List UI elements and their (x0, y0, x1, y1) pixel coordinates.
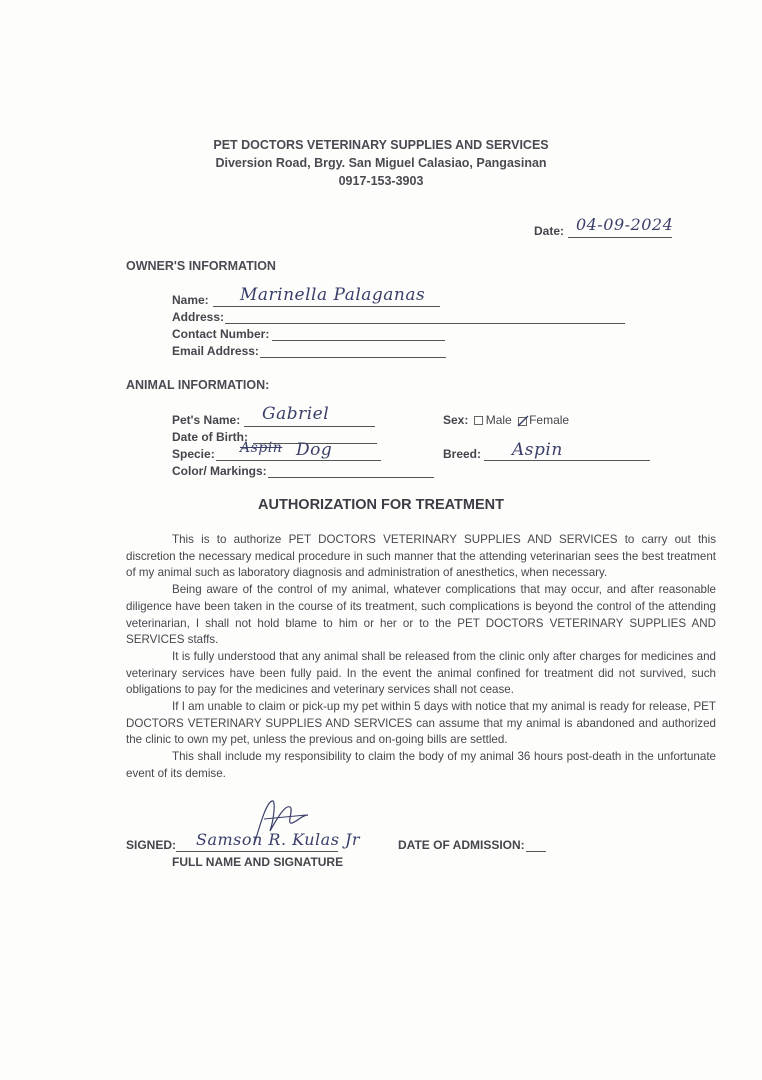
breed-value: Aspin (512, 440, 563, 460)
owner-email-label: Email Address: (172, 344, 259, 358)
owner-name-value: Marinella Palaganas (240, 285, 426, 305)
specie-label: Specie: (172, 447, 215, 461)
clinic-header (0, 136, 762, 190)
check-mark-icon (517, 415, 529, 427)
authorization-title: AUTHORIZATION FOR TREATMENT (258, 497, 504, 513)
animal-section-title: ANIMAL INFORMATION: (126, 378, 270, 392)
pet-name-value: Gabriel (262, 404, 330, 424)
date-label: Date: (534, 224, 565, 238)
admission-date-label: DATE OF ADMISSION: (398, 838, 525, 852)
authorization-body (126, 532, 716, 783)
clinic-address: Diversion Road, Brgy. San Miguel Calasiao, Pangasinan (215, 156, 547, 170)
male-option: Male (485, 413, 512, 427)
specie-line (216, 460, 381, 461)
owner-address-label: Address: (172, 310, 225, 324)
breed-label: Breed: (443, 447, 482, 461)
signed-value: Samson R. Kulas Jr (196, 830, 361, 849)
specie-struck-value: Aspin (240, 440, 283, 456)
clinic-phone: 0917-153-3903 (338, 174, 424, 188)
owner-email-line (260, 357, 446, 358)
color-markings-label: Color/ Markings: (172, 464, 267, 478)
authorization-paragraph-5: This shall include my responsibility to claim the body of my animal 36 hours post-death in the unfortunate event of its demise. (126, 750, 716, 780)
authorization-paragraph-3: It is fully understood that any animal shall be released from the clinic only after charges for medicines and veterinary services have been fully paid. In the event the animal confined for treatment did not survived, such obligations to pay for the medicines and veterinary services shall not cease. (126, 649, 716, 697)
owner-address-line (225, 323, 625, 324)
owner-contact-line (272, 340, 445, 341)
signed-label: SIGNED: (126, 838, 177, 852)
owner-name-line (213, 306, 440, 307)
date-line (568, 237, 672, 238)
authorization-paragraph-2: Being aware of the control of my animal, whatever complications that may occur, and after reasonable diligence have been taken in the course of its treatment, such complications is beyond the control of the attending veterinarian, I shall not hold blame to him or her or to the PET DOCTORS VETERINARY SUPPLIES AND SERVICES staffs. (126, 583, 716, 647)
sex-field (443, 413, 569, 427)
clinic-name: PET DOCTORS VETERINARY SUPPLIES AND SERVICES (213, 138, 549, 152)
sex-label: Sex: (443, 413, 469, 427)
admission-date-line (526, 851, 546, 852)
female-option: Female (529, 413, 570, 427)
male-checkbox[interactable] (474, 416, 483, 425)
owner-contact-label: Contact Number: (172, 327, 270, 341)
date-value: 04-09-2024 (576, 215, 674, 234)
breed-line (484, 460, 650, 461)
signature-caption: FULL NAME AND SIGNATURE (172, 855, 344, 869)
female-checkbox-checked[interactable] (518, 416, 528, 426)
owner-section-title: OWNER'S INFORMATION (126, 259, 276, 273)
specie-value: Dog (296, 440, 333, 460)
authorization-paragraph-4: If I am unable to claim or pick-up my pet within 5 days with notice that my animal is ready for release, PET DOCTORS VETERINARY SUPPLIES AND SERVICES can assume that my animal is abandoned and authorized the clinic to own my pet, unless the previous and on-going bills are settled. (126, 700, 716, 747)
pet-name-label: Pet's Name: (172, 413, 241, 427)
pet-name-line (244, 426, 375, 427)
authorization-paragraph-1: This is to authorize PET DOCTORS VETERINARY SUPPLIES AND SERVICES to carry out this discretion the necessary medical procedure in such manner that the attending veterinarian sees the best treatment of my animal such as laboratory diagnosis and administration of anesthetics, when necessary. (126, 533, 716, 580)
signature-line (176, 851, 338, 852)
color-markings-line (268, 477, 434, 478)
owner-name-label: Name: (172, 293, 209, 307)
dob-label: Date of Birth: (172, 430, 248, 444)
